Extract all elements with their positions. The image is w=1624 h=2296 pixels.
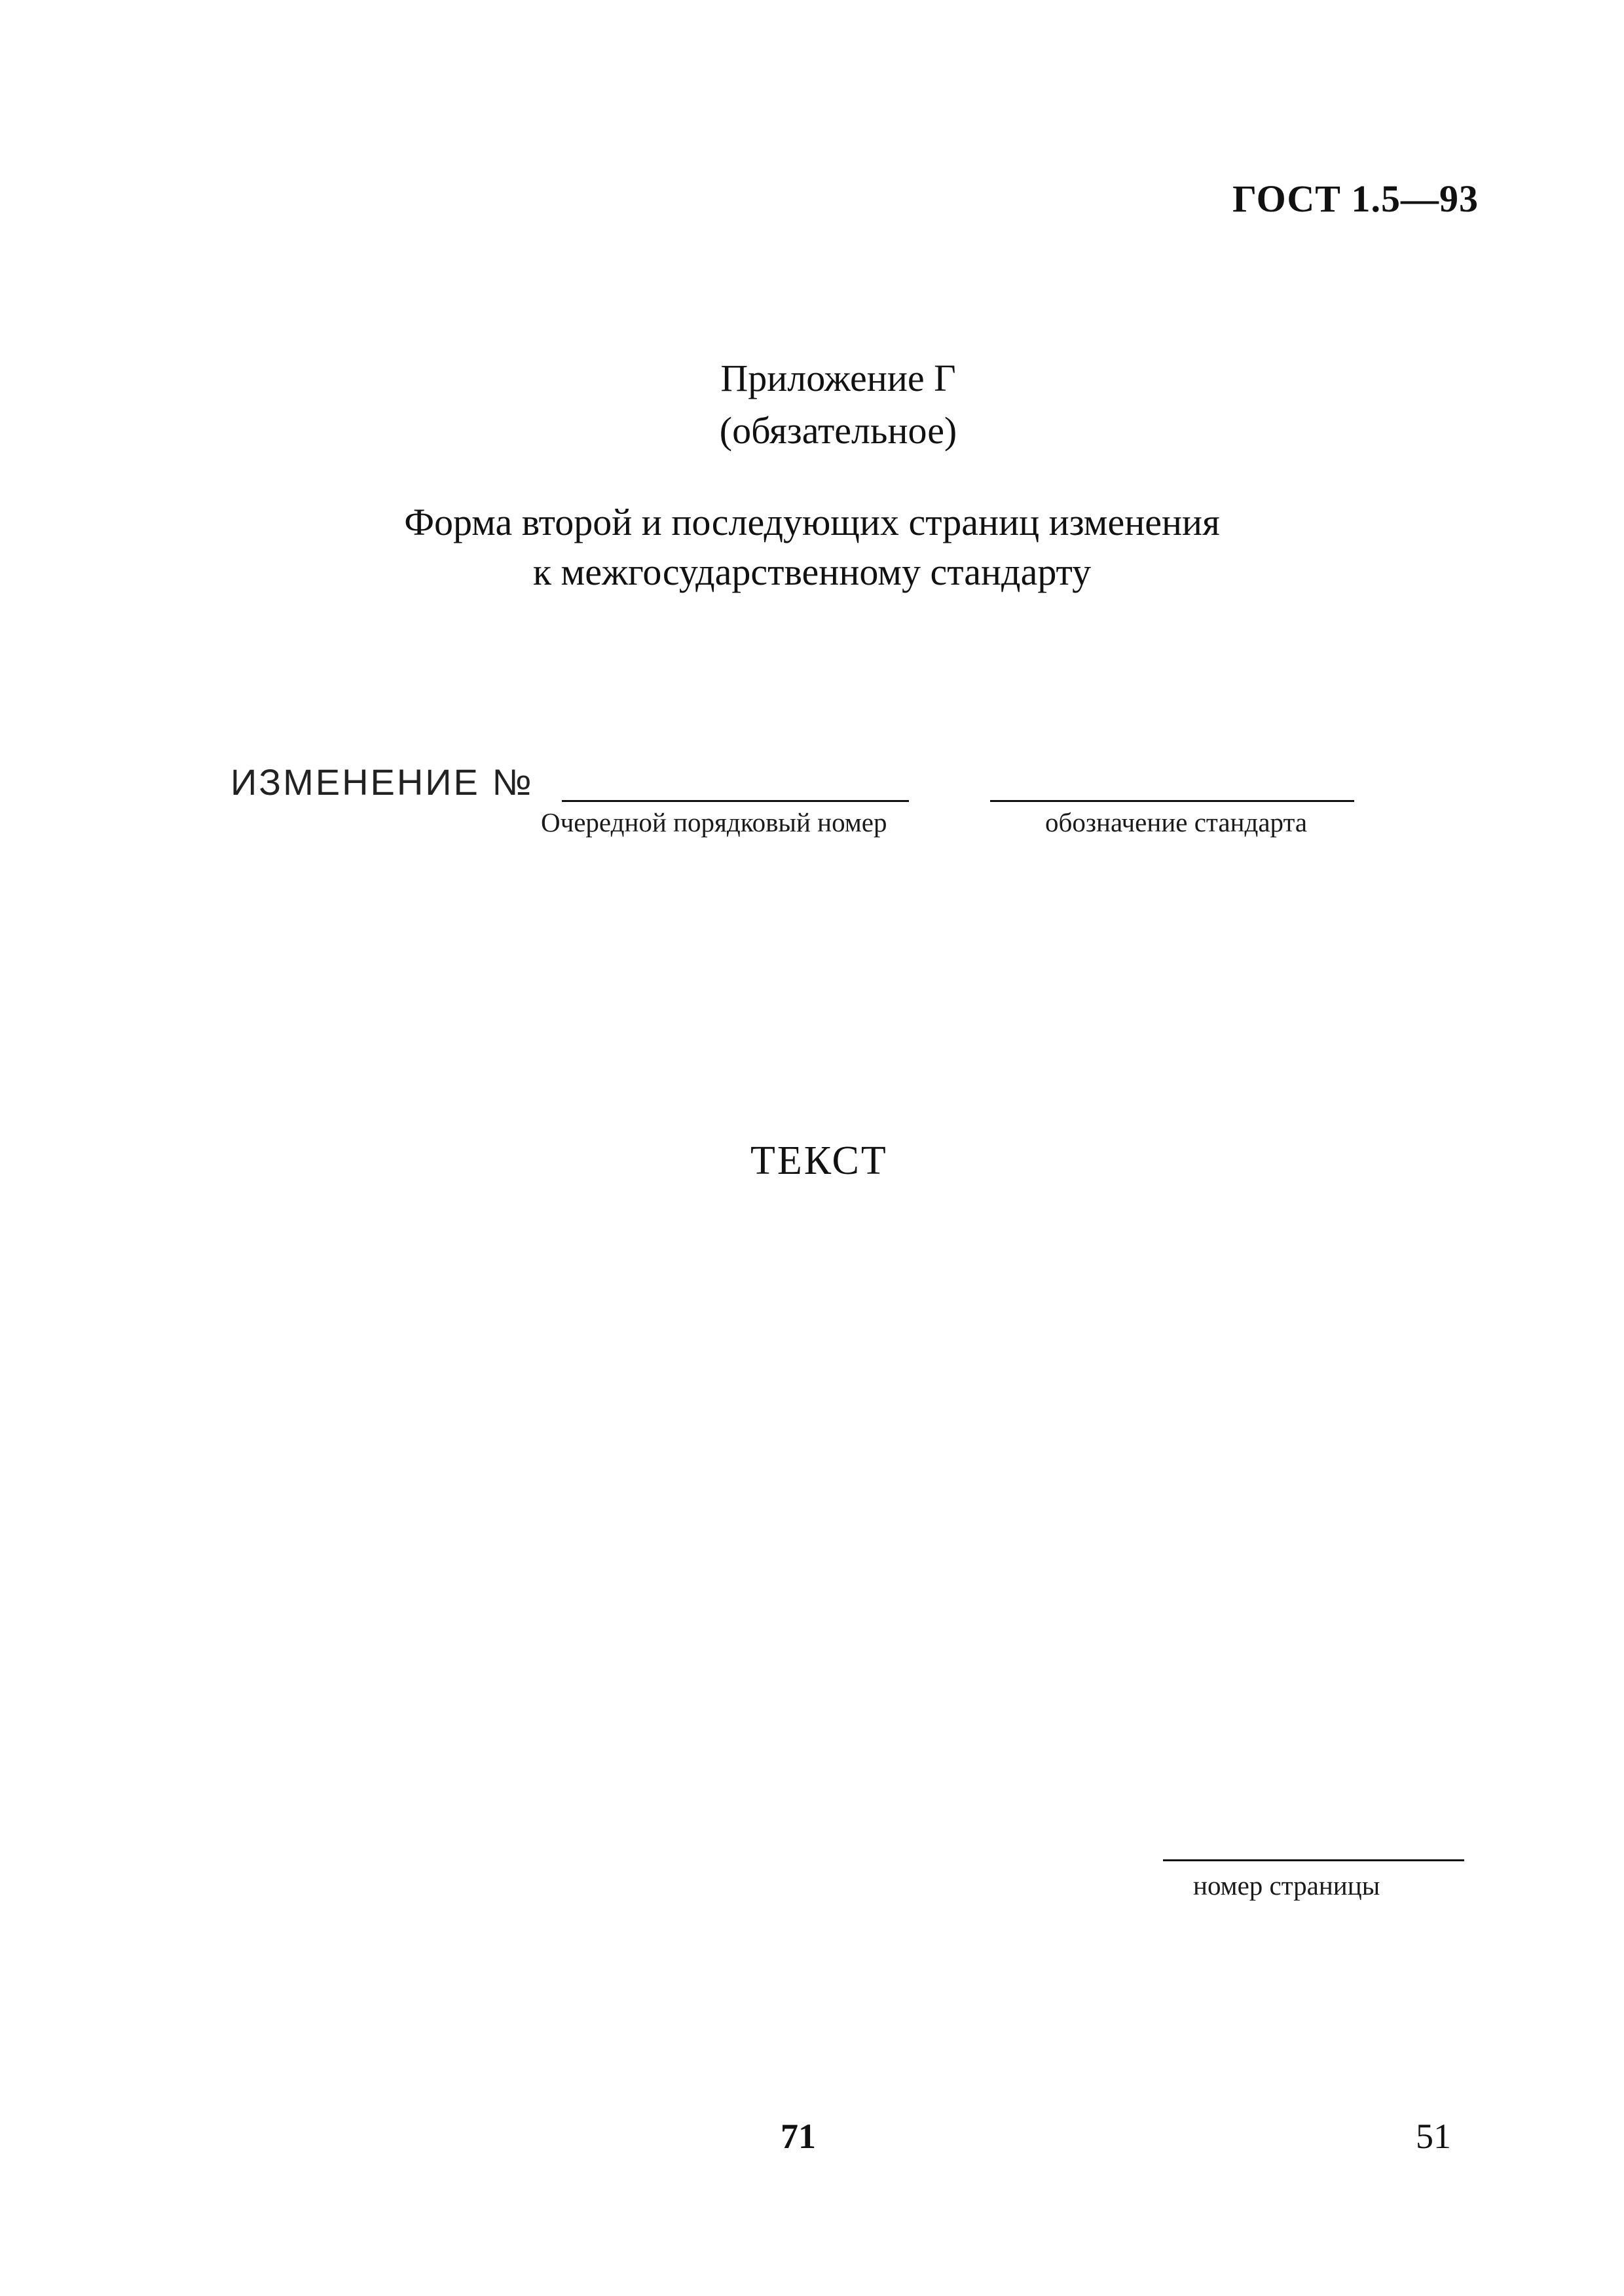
appendix-title: Приложение Г — [720, 357, 956, 399]
form-title-line-2: к межгосударственному стандарту — [532, 551, 1092, 593]
change-label: ИЗМЕНЕНИЕ № — [231, 761, 534, 803]
form-title-line-1: Форма второй и последующих страниц изменения — [404, 501, 1220, 543]
text-placeholder: ТЕКСТ — [750, 1139, 888, 1183]
footer-center-number: 71 — [781, 2117, 816, 2156]
page-number-line — [1163, 1859, 1464, 1861]
standard-designation-caption: обозначение стандарта — [1045, 807, 1308, 837]
standard-code: ГОСТ 1.5—93 — [1232, 177, 1479, 220]
standard-designation-line — [990, 800, 1354, 802]
appendix-note: (обязательное) — [719, 409, 957, 452]
change-number-line — [562, 800, 909, 802]
change-number-caption: Очередной порядковый номер — [541, 807, 887, 837]
page-number-caption: номер страницы — [1193, 1870, 1380, 1901]
footer-page-number: 51 — [1416, 2117, 1451, 2156]
